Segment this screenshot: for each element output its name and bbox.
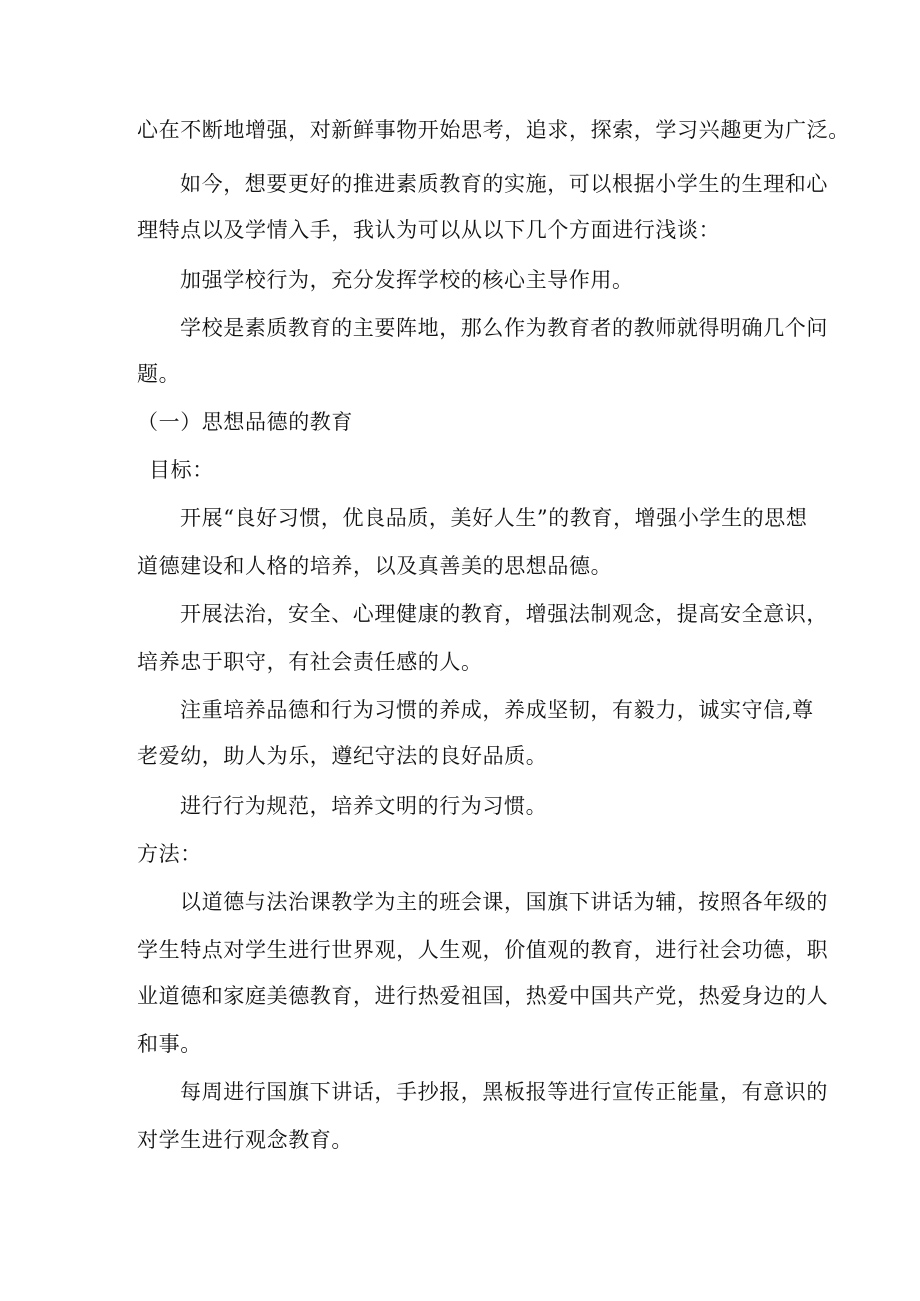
text-line: 业道德和家庭美德教育，进行热爱祖国，热爱中国共产党，热爱身边的人 [137, 984, 829, 1008]
text-line: 和事。 [137, 1032, 202, 1056]
text-line: 进行行为规范，培养文明的行为习惯。 [180, 794, 548, 818]
text-line: 开展“良好习惯，优良品质，美好人生”的教育，增强小学生的思想 [180, 506, 808, 530]
subheading-methods: 方法： [137, 842, 202, 866]
text-line: 如今，想要更好的推进素质教育的实施，可以根据小学生的生理和心 [180, 172, 828, 196]
subheading-goals: 目标： [149, 458, 214, 482]
text-line: 培养忠于职守，有社会责任感的人。 [137, 650, 483, 674]
text-line: 老爱幼，助人为乐，遵纪守法的良好品质。 [137, 744, 548, 768]
text-line: 注重培养品德和行为习惯的养成，养成坚韧，有毅力，诚实守信,尊 [180, 698, 814, 722]
text-line: 开展法治，安全、心理健康的教育，增强法制观念，提高安全意识， [180, 602, 828, 626]
text-line: 学生特点对学生进行世界观，人生观，价值观的教育，进行社会功德，职 [137, 938, 829, 962]
section-heading: （一）思想品德的教育 [137, 410, 353, 434]
text-line: 每周进行国旗下讲话，手抄报，黑板报等进行宣传正能量，有意识的 [180, 1080, 828, 1104]
text-line: 心在不断地增强，对新鲜事物开始思考，追求，探索，学习兴趣更为广泛。 [137, 118, 850, 142]
text-line: 道德建设和人格的培养，以及真善美的思想品德。 [137, 554, 613, 578]
text-line: 以道德与法治课教学为主的班会课，国旗下讲话为辅，按照各年级的 [180, 890, 828, 914]
text-line: 题。 [137, 362, 181, 386]
text-line: 对学生进行观念教育。 [137, 1128, 353, 1152]
text-line: 理特点以及学情入手，我认为可以从以下几个方面进行浅谈： [137, 218, 721, 242]
text-line: 学校是素质教育的主要阵地，那么作为教育者的教师就得明确几个问 [180, 316, 828, 340]
text-line: 加强学校行为，充分发挥学校的核心主导作用。 [180, 268, 634, 292]
